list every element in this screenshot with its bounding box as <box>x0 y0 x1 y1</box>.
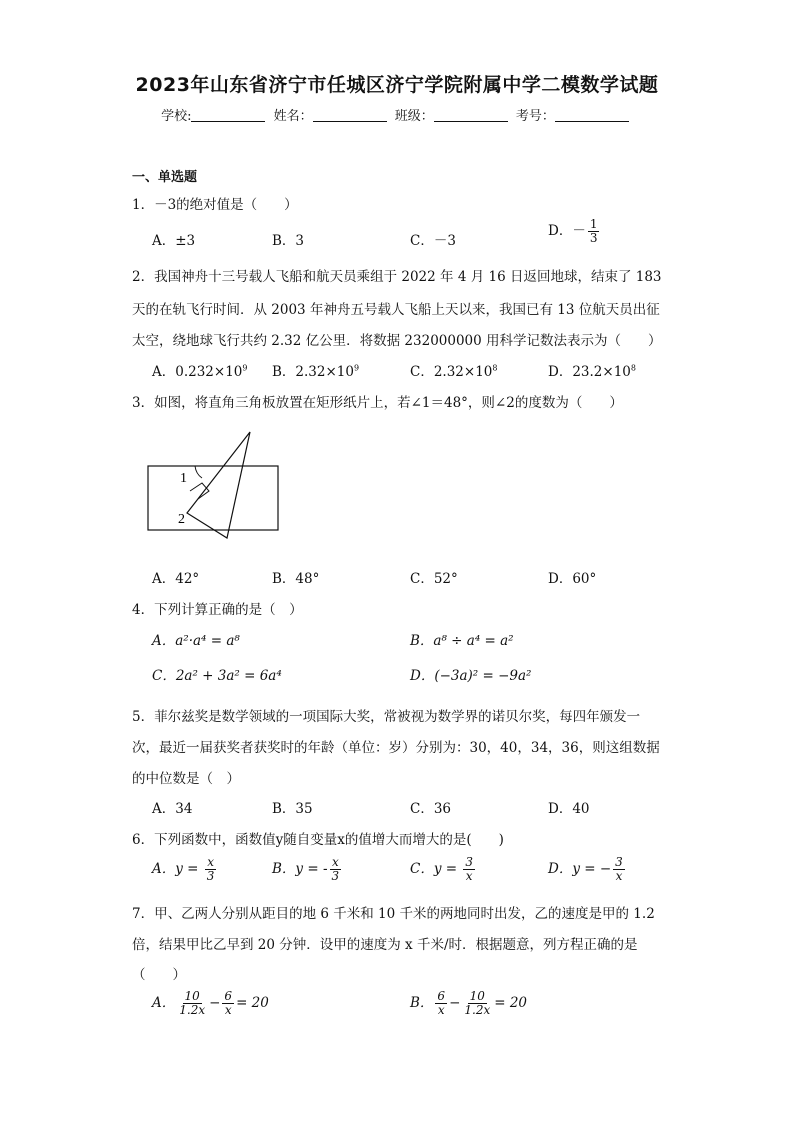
q7-b-d1: x <box>437 1003 445 1017</box>
q6-c-pre: C．y = <box>410 861 462 877</box>
q6-d-pre: D．y = − <box>548 861 612 877</box>
q7-b-minus: − <box>449 995 461 1011</box>
q6-d-num: 3 <box>615 855 623 869</box>
q6-option-c[interactable] <box>410 856 477 883</box>
q1-option-d[interactable] <box>548 218 601 245</box>
q7-b-fraction-1 <box>435 990 447 1017</box>
angle-1-label: 1 <box>180 471 187 486</box>
q6-c-fraction <box>463 856 475 883</box>
q3-stem: 3．如图，将直角三角板放置在矩形纸片上，若∠1＝48°，则∠2的度数为（ ） <box>132 395 623 411</box>
q1-d-fraction <box>588 218 600 245</box>
school-blank[interactable] <box>191 109 265 122</box>
q2-option-a[interactable] <box>152 360 247 380</box>
q3-option-d[interactable]: D．60° <box>548 571 597 587</box>
q2-option-b[interactable] <box>272 360 359 380</box>
q7-b-fraction-2 <box>462 990 492 1017</box>
q7-b-n1: 6 <box>437 989 446 1003</box>
q5-option-d[interactable]: D．40 <box>548 801 590 817</box>
number-blank[interactable] <box>555 109 629 122</box>
angle-1-arc <box>195 466 202 478</box>
page-title: 2023年山东省济宁市任城区济宁学院附属中学二模数学试题 <box>135 74 659 96</box>
q4-option-a[interactable]: A．a²·a⁴ = a⁸ <box>152 633 240 649</box>
q3-option-c[interactable]: C．52° <box>410 571 458 587</box>
q2-d-exp: 8 <box>630 363 636 373</box>
q7-a-n1: 10 <box>184 989 200 1003</box>
rectangle-paper <box>148 466 278 530</box>
q1-d-num: 1 <box>589 217 598 231</box>
q3-option-b[interactable]: B．48° <box>272 571 320 587</box>
q6-c-den: x <box>465 869 473 883</box>
q7-a-n2: 6 <box>224 989 233 1003</box>
q2-option-d[interactable] <box>548 360 636 380</box>
q7-a-pre: A． <box>152 995 176 1011</box>
q6-b-fraction <box>330 856 342 883</box>
q6-b-num: x <box>331 855 339 869</box>
q3-figure <box>140 428 290 546</box>
q7-option-a[interactable] <box>152 990 269 1017</box>
q4-option-d[interactable]: D．(−3a)² = −9a² <box>410 668 532 684</box>
school-label: 学校: <box>161 109 192 124</box>
class-label: 班级： <box>394 109 434 124</box>
q7-line-2: 倍，结果甲比乙早到 20 分钟．设甲的速度为 x 千米/时．根据题意，列方程正确的是 <box>132 937 638 953</box>
q5-option-a[interactable]: A．34 <box>152 801 193 817</box>
q7-a-post: = 20 <box>236 995 269 1011</box>
q1-option-b[interactable]: B．3 <box>272 233 305 249</box>
q5-option-b[interactable]: B．35 <box>272 801 313 817</box>
set-square-triangle <box>187 432 250 538</box>
q6-stem: 6．下列函数中，函数值y随自变量x的值增大而增大的是( ) <box>132 832 504 848</box>
name-blank[interactable] <box>313 109 387 122</box>
class-blank[interactable] <box>434 109 508 122</box>
q3-option-a[interactable]: A．42° <box>152 571 200 587</box>
q1-stem: 1．－3的绝对值是（ ） <box>132 197 298 213</box>
q2-line-1: 2．我国神舟十三号载人飞船和航天员乘组于 2022 年 4 月 16 日返回地球，结束了 183 <box>132 269 662 285</box>
q2-a-text: A．0.232×10 <box>152 364 243 380</box>
q5-line-1: 5．菲尔兹奖是数学领域的一项国际大奖，常被视为数学界的诺贝尔奖，每四年颁发一 <box>132 709 641 725</box>
q7-a-fraction-1 <box>177 990 207 1017</box>
name-label: 姓名： <box>273 109 313 124</box>
q6-option-d[interactable] <box>548 856 627 883</box>
q7-b-post: = 20 <box>494 995 528 1011</box>
section-heading: 一、单选题 <box>132 170 198 185</box>
q6-option-b[interactable] <box>272 856 343 883</box>
q1-d-den: 3 <box>589 231 598 245</box>
q7-line-3: （ ） <box>132 967 186 983</box>
q2-c-exp: 8 <box>492 363 498 373</box>
q6-c-num: 3 <box>465 855 473 869</box>
q5-line-3: 的中位数是（ ） <box>132 771 240 787</box>
q6-a-den: 3 <box>206 869 215 883</box>
q7-b-n2: 10 <box>469 989 485 1003</box>
q1-d-prefix: D．－ <box>548 223 586 239</box>
q2-line-3: 太空，绕地球飞行共约 2.32 亿公里．将数据 232000000 用科学记数法表示为（ ） <box>132 333 662 349</box>
q7-b-d2: 1.2x <box>464 1003 491 1017</box>
q7-b-pre: B． <box>410 995 434 1011</box>
q7-a-minus: − <box>209 995 221 1011</box>
q7-line-1: 7．甲、乙两人分别从距目的地 6 千米和 10 千米的两地同时出发，乙的速度是甲的 1.2 <box>132 906 655 922</box>
student-info-row <box>0 105 794 124</box>
q4-option-b[interactable]: B．a⁸ ÷ a⁴ = a² <box>410 633 514 649</box>
number-label: 考号： <box>515 109 555 124</box>
q7-a-d1: 1.2x <box>179 1003 206 1017</box>
q2-c-text: C．2.32×10 <box>410 364 493 380</box>
q1-option-c[interactable]: C．－3 <box>410 233 456 249</box>
q6-option-a[interactable] <box>152 856 218 883</box>
q6-b-pre: B．y = - <box>272 861 328 877</box>
angle-2-label: 2 <box>178 512 185 527</box>
q7-a-fraction-2 <box>222 990 234 1017</box>
q2-b-exp: 9 <box>353 363 360 373</box>
q6-a-pre: A．y = <box>152 861 203 877</box>
q2-option-c[interactable] <box>410 360 497 380</box>
q5-option-c[interactable]: C．36 <box>410 801 452 817</box>
q6-a-fraction <box>205 856 217 883</box>
q5-line-2: 次，最近一届获奖者获奖时的年龄（单位：岁）分别为：30，40，34，36，则这组数据 <box>132 740 660 756</box>
q2-d-text: D．23.2×10 <box>548 364 631 380</box>
q4-stem: 4．下列计算正确的是（ ） <box>132 602 303 618</box>
q1-option-a[interactable]: A．±3 <box>152 233 196 249</box>
q2-a-exp: 9 <box>242 363 248 373</box>
q2-line-2: 天的在轨飞行时间．从 2003 年神舟五号载人飞船上天以来，我国已有 13 位航天员出征 <box>132 302 660 318</box>
q6-a-num: x <box>207 855 214 869</box>
q6-d-den: x <box>615 869 623 883</box>
q6-b-den: 3 <box>331 869 340 883</box>
q7-option-b[interactable] <box>410 990 527 1017</box>
q4-option-c[interactable]: C．2a² + 3a² = 6a⁴ <box>152 668 282 684</box>
q6-d-fraction <box>613 856 625 883</box>
q2-b-text: B．2.32×10 <box>272 364 354 380</box>
q7-a-d2: x <box>224 1003 232 1017</box>
